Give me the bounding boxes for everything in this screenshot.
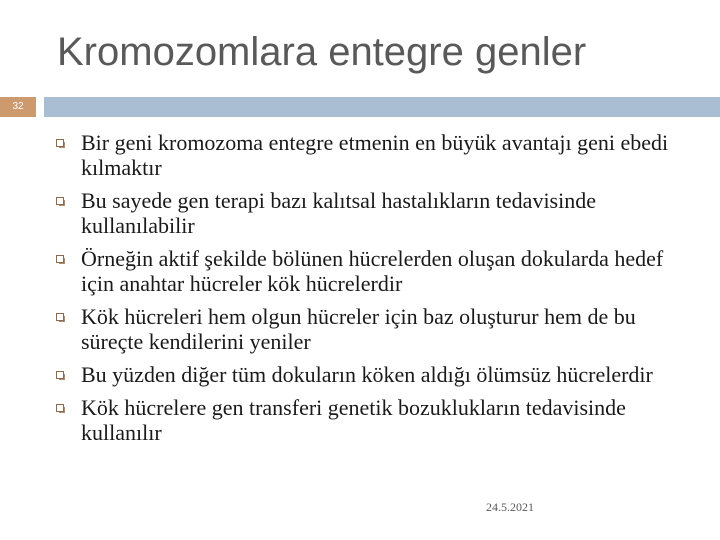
bullet-text: Kök hücrelere gen transferi genetik bozuklukların tedavisinde kullanılır (81, 395, 626, 445)
bullet-text: Bu sayede gen terapi bazı kalıtsal hastalıkların tedavisinde kullanılabilir (81, 188, 596, 238)
bullet-item (0, 188, 720, 238)
square-bullet-icon (56, 404, 64, 412)
bullet-item (0, 362, 720, 387)
header-divider-band (44, 97, 720, 117)
square-bullet-icon (56, 371, 64, 379)
bullet-text: Kök hücreleri hem olgun hücreler için baz oluşturur hem de bu süreçte kendilerini yeniler (81, 304, 636, 354)
square-bullet-icon (56, 139, 64, 147)
bullet-text: Bu yüzden diğer tüm dokuların köken aldığı ölümsüz hücrelerdir (81, 362, 653, 387)
slide-title: Kromozomlara entegre genler (57, 30, 587, 74)
bullet-list (0, 130, 720, 453)
bullet-item (0, 246, 720, 296)
bullet-text: Örneğin aktif şekilde bölünen hücrelerden oluşan dokularda hedef için anahtar hücreler kök hücrelerdir (81, 246, 664, 296)
square-bullet-icon (56, 255, 64, 263)
square-bullet-icon (56, 313, 64, 321)
bullet-item (0, 130, 720, 180)
bullet-item (0, 304, 720, 354)
square-bullet-icon (56, 197, 64, 205)
bullet-text: Bir geni kromozoma entegre etmenin en büyük avantajı geni ebedi kılmaktır (81, 130, 669, 180)
slide-number: 32 (12, 101, 24, 112)
bullet-item (0, 395, 720, 445)
footer-date: 24.5.2021 (486, 500, 534, 514)
